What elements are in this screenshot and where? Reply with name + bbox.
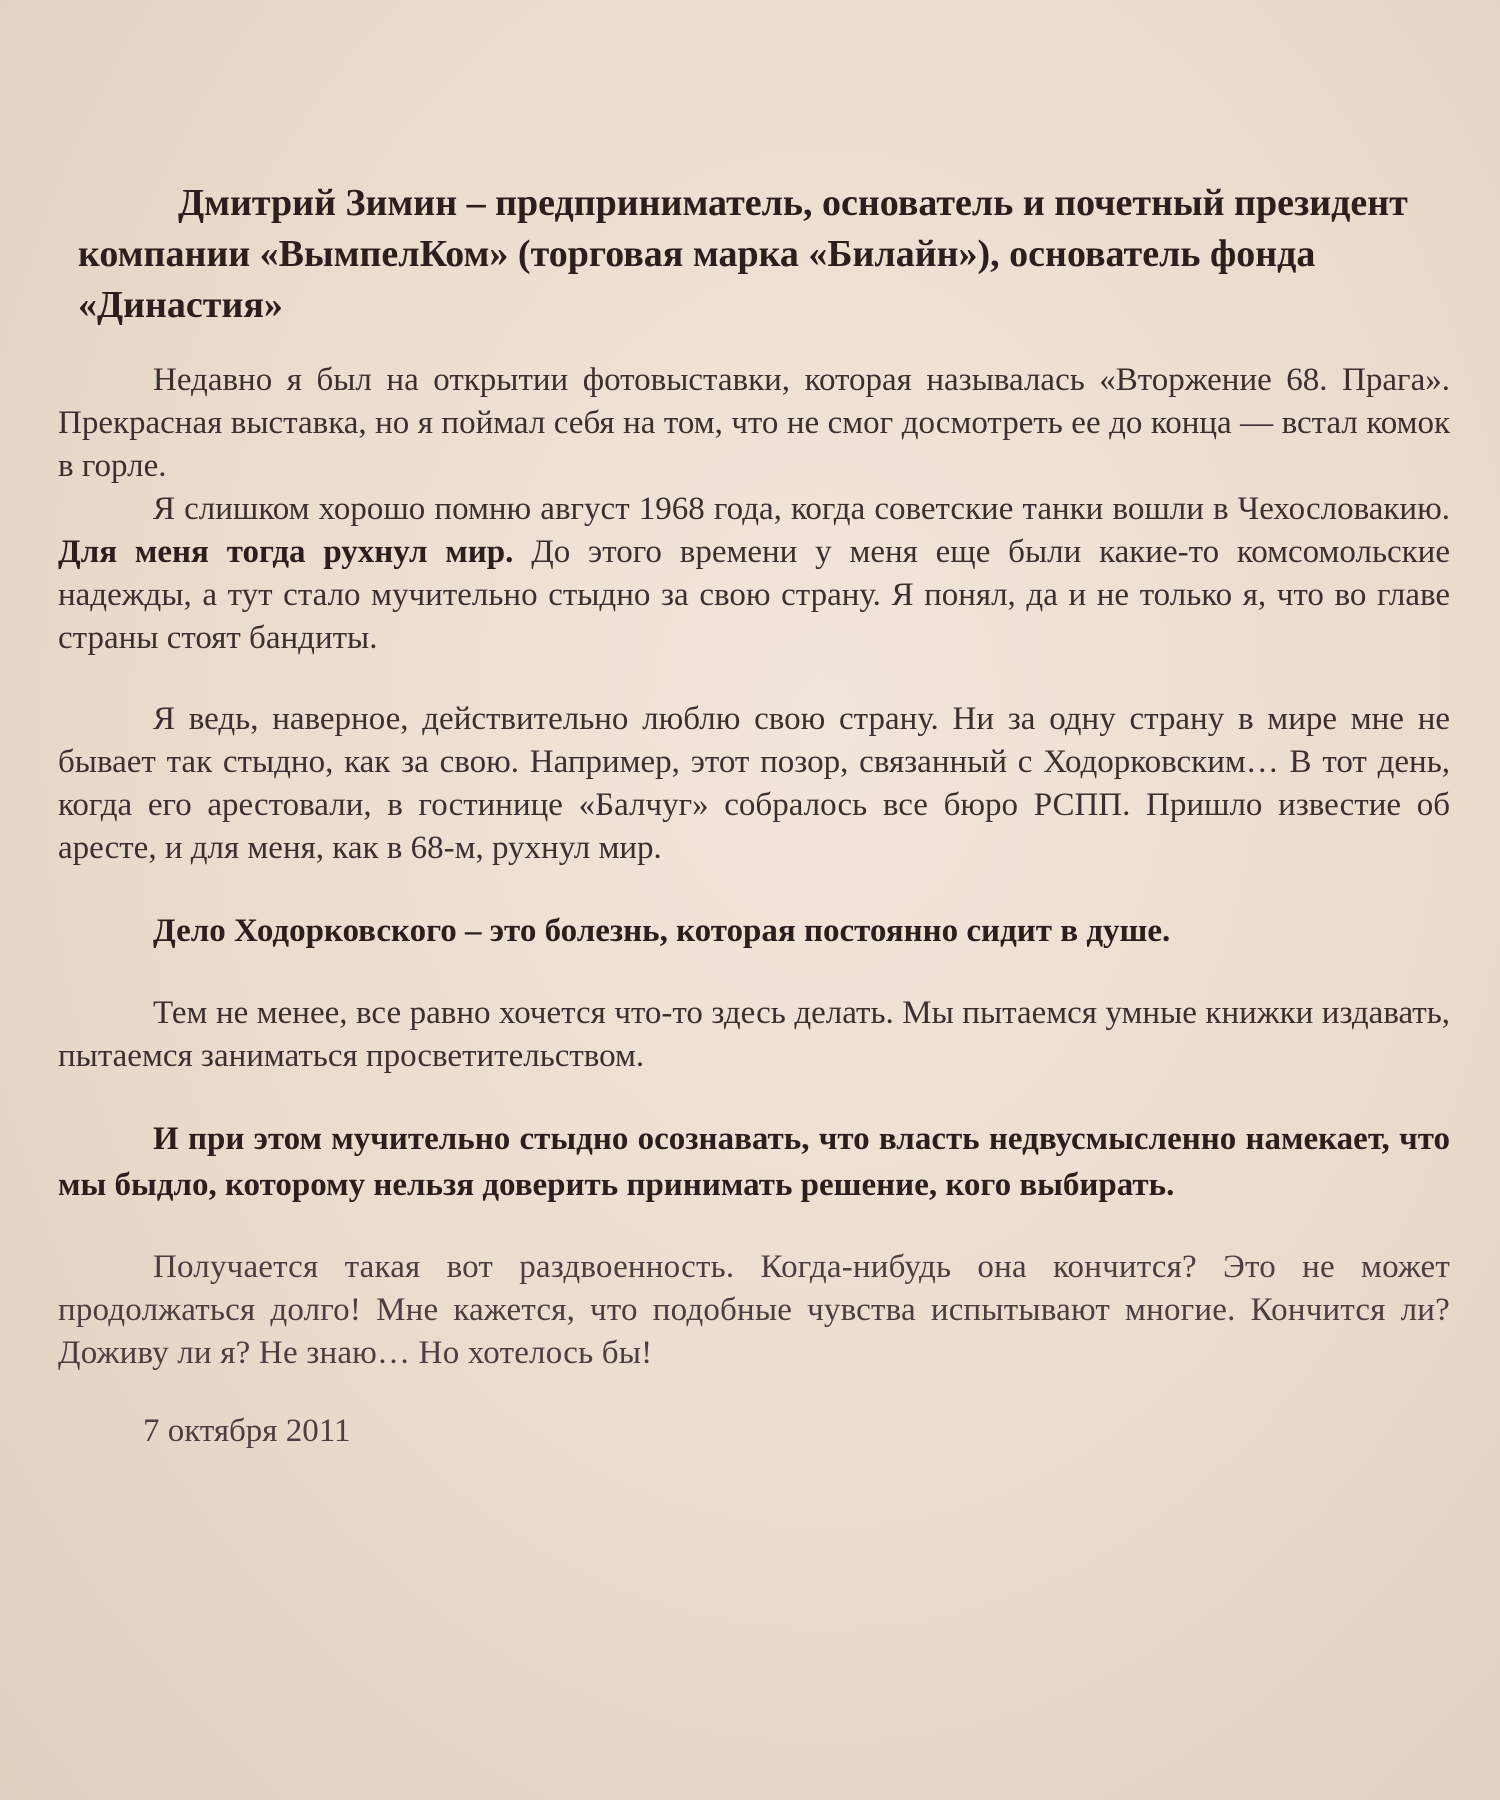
paragraph-case-bold: Дело Ходорковского – это болезнь, которая постоянно сидит в душе. (153, 913, 1171, 949)
heading-name: Дмитрий Зимин (178, 182, 458, 224)
spacer (58, 870, 1450, 908)
spacer (58, 1208, 1450, 1246)
spacer (58, 660, 1450, 698)
paragraph-khodorkovsky: Я ведь, наверное, действительно люблю свою страну. Ни за одну страну в мире мне не бывает так стыдно, как за свою. Например, этот позор, связанный с Ходорковским… В тот день, когда его арестовали, в гостинице «Балчуг» собралось все бюро РСПП. Пришло известие об аресте, и для меня, как в 68-м, рухнул мир. (58, 701, 1450, 866)
spacer (58, 1078, 1450, 1116)
heading-description: – предприниматель, основатель и почетный президент компании «ВымпелКом» (торговая марка «Билайн»), основатель фонда «Династия» (78, 182, 1408, 326)
document-heading (78, 178, 1450, 331)
document-body (58, 178, 1450, 1450)
paragraph-1968-bold: Для меня тогда рухнул мир. (58, 534, 514, 570)
paragraph-1968-start: Я слишком хорошо помню август 1968 года, когда советские танки вошли в Чехословакию. (153, 491, 1450, 527)
paragraph-1968-end: До этого времени у меня еще были какие-то комсомольские надежды, а тут стало мучительно стыдно за свою страну. Я понял, да и не только я, что во главе страны стоят бандиты. (58, 534, 1450, 656)
spacer (58, 1375, 1450, 1413)
paragraph-books: Тем не менее, все равно хочется что-то здесь делать. Мы пытаемся умные книжки издавать, пытаемся заниматься просветительством. (58, 995, 1450, 1074)
document-date: 7 октября 2011 (143, 1413, 351, 1449)
paragraph-1968 (58, 488, 1450, 660)
paragraph-duality: Получается такая вот раздвоенность. Когда-нибудь она кончится? Это не может продолжаться долго! Мне кажется, что подобные чувства испытывают многие. Кончится ли? Доживу ли я? Не знаю… Но хотелось бы! (58, 1249, 1450, 1371)
spacer (58, 954, 1450, 992)
paragraph-exhibition: Недавно я был на открытии фотовыставки, которая называлась «Вторжение 68. Прага». Прекрасная выставка, но я поймал себя на том, что не смог досмотреть ее до конца — встал комок в горле. (58, 362, 1450, 484)
paragraph-power-bold: И при этом мучительно стыдно осознавать, что власть недвусмысленно намекает, что мы быдло, которому нельзя доверить принимать решение, кого выбирать. (58, 1121, 1450, 1203)
